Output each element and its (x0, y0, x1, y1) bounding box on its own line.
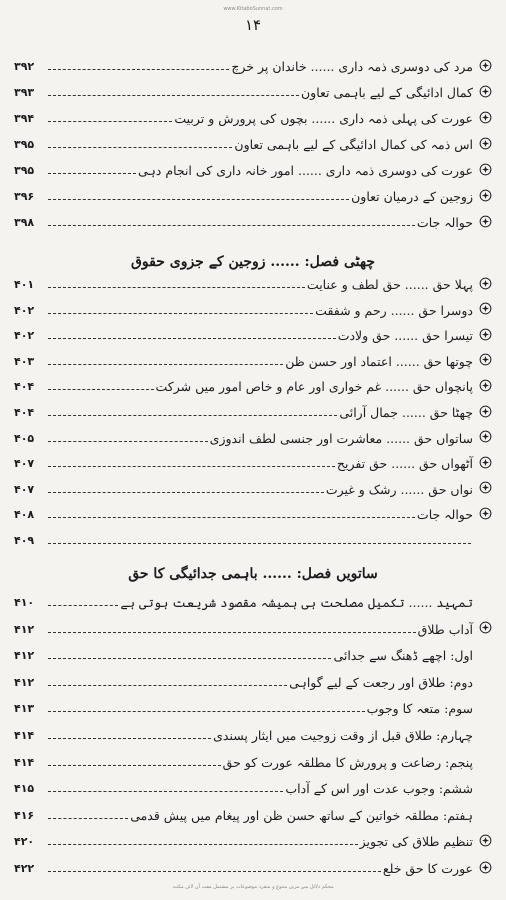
dot-leader (48, 441, 208, 442)
toc-entry-title: نواں حق ...... رشک و غیرت (325, 481, 473, 497)
toc-entry-title: زوجین کے درمیان تعاون (351, 189, 473, 204)
toc-page-number: ۴۱۰ (14, 596, 35, 609)
toc-entry-title: حوالہ جات (416, 215, 473, 230)
chapter-heading-7: ساتویں فصل: ...... باہمی جدائیگی کا حق (128, 566, 378, 582)
toc-entry-title: پہلا حق ...... حق لطف و عنایت (306, 277, 473, 292)
toc-entry-title: ششم: وجوب عدت اور اس کے آداب (285, 781, 473, 797)
toc-entry-title: آداب طلاق (417, 621, 473, 637)
flower-bullet-icon (478, 327, 492, 341)
toc-entry (14, 586, 492, 612)
toc-page-number: ۴۱۳ (14, 702, 35, 716)
toc-page-number: ۳۹۶ (14, 190, 35, 203)
toc-page-number: ۴۱۶ (14, 808, 35, 822)
toc-page-number: ۴۰۳ (14, 354, 35, 368)
flower-bullet-icon (478, 378, 492, 392)
toc-entry-title: تیسرا حق ...... حق ولادت (337, 328, 473, 344)
dot-leader (48, 199, 349, 200)
dot-leader (48, 605, 118, 606)
flower-bullet-icon (478, 84, 492, 98)
toc-entry-title: تنظیم طلاق کی تجویز (359, 834, 473, 850)
toc-page-number: ۳۹۵ (14, 138, 35, 151)
toc-entry (14, 639, 492, 665)
toc-entry-title: دوسرا حق ...... رحم و شفقت (315, 302, 473, 318)
toc-entry (14, 852, 492, 878)
toc-entry (14, 772, 492, 798)
toc-page-number: ۳۹۳ (14, 86, 35, 99)
source-url: www.KitaboSunnat.com (223, 6, 283, 12)
toc-page-number: ۴۰۷ (14, 482, 35, 496)
toc-page-number: ۴۰۸ (14, 508, 35, 522)
toc-entry (14, 447, 492, 473)
toc-entry (14, 799, 492, 825)
toc-page-number: ۴۰۹ (14, 534, 35, 547)
toc-entry (14, 422, 492, 448)
toc-entry (14, 473, 492, 499)
toc-entry (14, 825, 492, 851)
dot-leader (48, 173, 136, 174)
toc-entry (14, 524, 492, 550)
toc-page-number: ۴۰۴ (14, 406, 35, 419)
flower-bullet-icon (478, 455, 492, 469)
footer-note: محکم دلائل سے مزین متنوع و منفرد موضوعات پر مشتمل مفت آن لائن مکتبہ (172, 884, 334, 890)
dot-leader (48, 338, 336, 339)
toc-page-number: ۴۱۴ (14, 729, 35, 742)
toc-entry-title: پانچواں حق ...... غم خواری اور عام و خاص امور میں شرکت (155, 379, 473, 395)
dot-leader (48, 287, 305, 288)
toc-page-number: ۴۰۲ (14, 303, 35, 317)
toc-entry-title: تمہید ...... تکمیل مصلحت ہی ہمیشہ مقصود شریعت ہوتی ہے (120, 595, 473, 610)
toc-page-number: ۴۰۱ (14, 278, 35, 291)
dot-leader (48, 871, 381, 872)
toc-entry-title: اس ذمہ کی کمال ادائیگی کے لیے باہمی تعاون (234, 137, 473, 152)
flower-bullet-icon (478, 353, 492, 367)
toc-page-number: ۳۹۴ (14, 112, 35, 125)
dot-leader (48, 543, 471, 544)
toc-entry (14, 180, 492, 206)
toc-entry-title: چھٹا حق ...... جمال آرائی (339, 405, 473, 420)
dot-leader (48, 225, 415, 226)
dot-leader (48, 69, 229, 70)
toc-entry (14, 613, 492, 639)
toc-entry-title: پنجم: رضاعت و پرورش کا مطلقہ عورت کو حق (222, 754, 473, 770)
toc-page-number: ۳۹۸ (14, 216, 35, 229)
dot-leader (48, 492, 324, 493)
toc-entry-title: چوتھا حق ...... اعتماد اور حسن ظن (285, 353, 473, 369)
flower-bullet-icon (478, 276, 492, 290)
toc-page-number: ۴۰۷ (14, 457, 35, 471)
flower-bullet-icon (478, 58, 492, 72)
flower-bullet-icon (478, 214, 492, 228)
flower-bullet-icon (478, 110, 492, 124)
toc-entry-title: ساتواں حق ...... معاشرت اور جنسی لطف اندوزی (209, 430, 473, 446)
dot-leader (48, 121, 172, 122)
toc-entry (14, 396, 492, 422)
toc-entry (14, 345, 492, 371)
toc-entry (14, 50, 492, 76)
dot-leader (48, 711, 365, 712)
toc-entry (14, 102, 492, 128)
flower-bullet-icon (478, 430, 492, 444)
flower-bullet-icon (478, 481, 492, 495)
toc-entry-title: آٹھواں حق ...... حق تفریح (336, 456, 473, 472)
toc-entry-title: مرد کی دوسری ذمہ داری ...... خاندان پر خرچ (231, 59, 473, 74)
flower-bullet-icon (478, 188, 492, 202)
flower-bullet-icon (478, 833, 492, 847)
toc-page-number: ۴۲۲ (14, 862, 35, 875)
toc-page-number: ۴۱۲ (14, 622, 35, 636)
toc-entry (14, 319, 492, 345)
toc-entry-title: ہفتم: مطلقہ خواتین کے ساتھ حسن ظن اور پیغام میں پیش قدمی (130, 807, 473, 823)
toc-entry (14, 666, 492, 692)
toc-entry (14, 719, 492, 745)
flower-bullet-icon (478, 302, 492, 316)
dot-leader (48, 313, 313, 314)
toc-entry-title: دوم: طلاق اور رجعت کے لیے گواہی (289, 674, 473, 690)
toc-entry (14, 692, 492, 718)
toc-page-number: ۴۱۴ (14, 755, 35, 769)
toc-entry-title: سوم: متعہ کا وجوب (366, 701, 473, 717)
toc-entry (14, 154, 492, 180)
toc-entry-title: اول: اچھے ڈھنگ سے جدائی (333, 648, 473, 664)
flower-bullet-icon (478, 404, 492, 418)
dot-leader (48, 791, 283, 792)
dot-leader (48, 844, 358, 845)
toc-page-number: ۴۲۰ (14, 835, 35, 849)
toc-page-number: ۳۹۵ (14, 164, 35, 177)
toc-entry-title: کمال ادائیگی کے لیے باہمی تعاون (301, 85, 473, 100)
dot-leader (48, 765, 221, 766)
toc-entry (14, 370, 492, 396)
dot-leader (48, 517, 415, 518)
flower-bullet-icon (478, 621, 492, 635)
flower-bullet-icon (478, 136, 492, 150)
toc-entry (14, 746, 492, 772)
flower-bullet-icon (478, 860, 492, 874)
chapter-heading-6: چھٹی فصل: ...... زوجین کے جزوی حقوق (131, 254, 375, 270)
dot-leader (48, 818, 128, 819)
dot-leader (48, 738, 211, 739)
toc-page-number: ۴۱۲ (14, 675, 35, 689)
dot-leader (48, 632, 416, 633)
dot-leader (48, 95, 299, 96)
toc-entry-title: عورت کا حق خلع (382, 861, 473, 876)
dot-leader (48, 466, 335, 467)
toc-entry-title: چہارم: طلاق قبل از وقت زوجیت میں ایثار پسندی (213, 728, 473, 743)
toc-entry-title: حوالہ جات (416, 507, 473, 523)
toc-page-number: ۴۰۴ (14, 380, 35, 394)
flower-bullet-icon (478, 162, 492, 176)
toc-entry (14, 294, 492, 320)
flower-bullet-icon (478, 506, 492, 520)
dot-leader (48, 364, 283, 365)
toc-entry-title: عورت کی پہلی ذمہ داری ...... بچوں کی پرورش و تربیت (174, 111, 473, 126)
toc-page-number: ۳۹۲ (14, 60, 35, 73)
dot-leader (48, 415, 337, 416)
toc-entry-title: عورت کی دوسری ذمہ داری ...... امور خانہ داری کی انجام دہی (138, 163, 473, 178)
page-number: ۱۴ (244, 16, 262, 34)
toc-page-number: ۴۰۵ (14, 431, 35, 445)
toc-entry (14, 76, 492, 102)
toc-page-number: ۴۱۲ (14, 649, 35, 663)
dot-leader (48, 389, 154, 390)
document-page (8, 6, 498, 894)
dot-leader (48, 685, 287, 686)
toc-page-number: ۴۰۲ (14, 329, 35, 343)
toc-entry (14, 128, 492, 154)
dot-leader (48, 147, 232, 148)
toc-page-number: ۴۱۵ (14, 782, 35, 796)
dot-leader (48, 658, 331, 659)
toc-entry (14, 498, 492, 524)
toc-entry (14, 206, 492, 232)
